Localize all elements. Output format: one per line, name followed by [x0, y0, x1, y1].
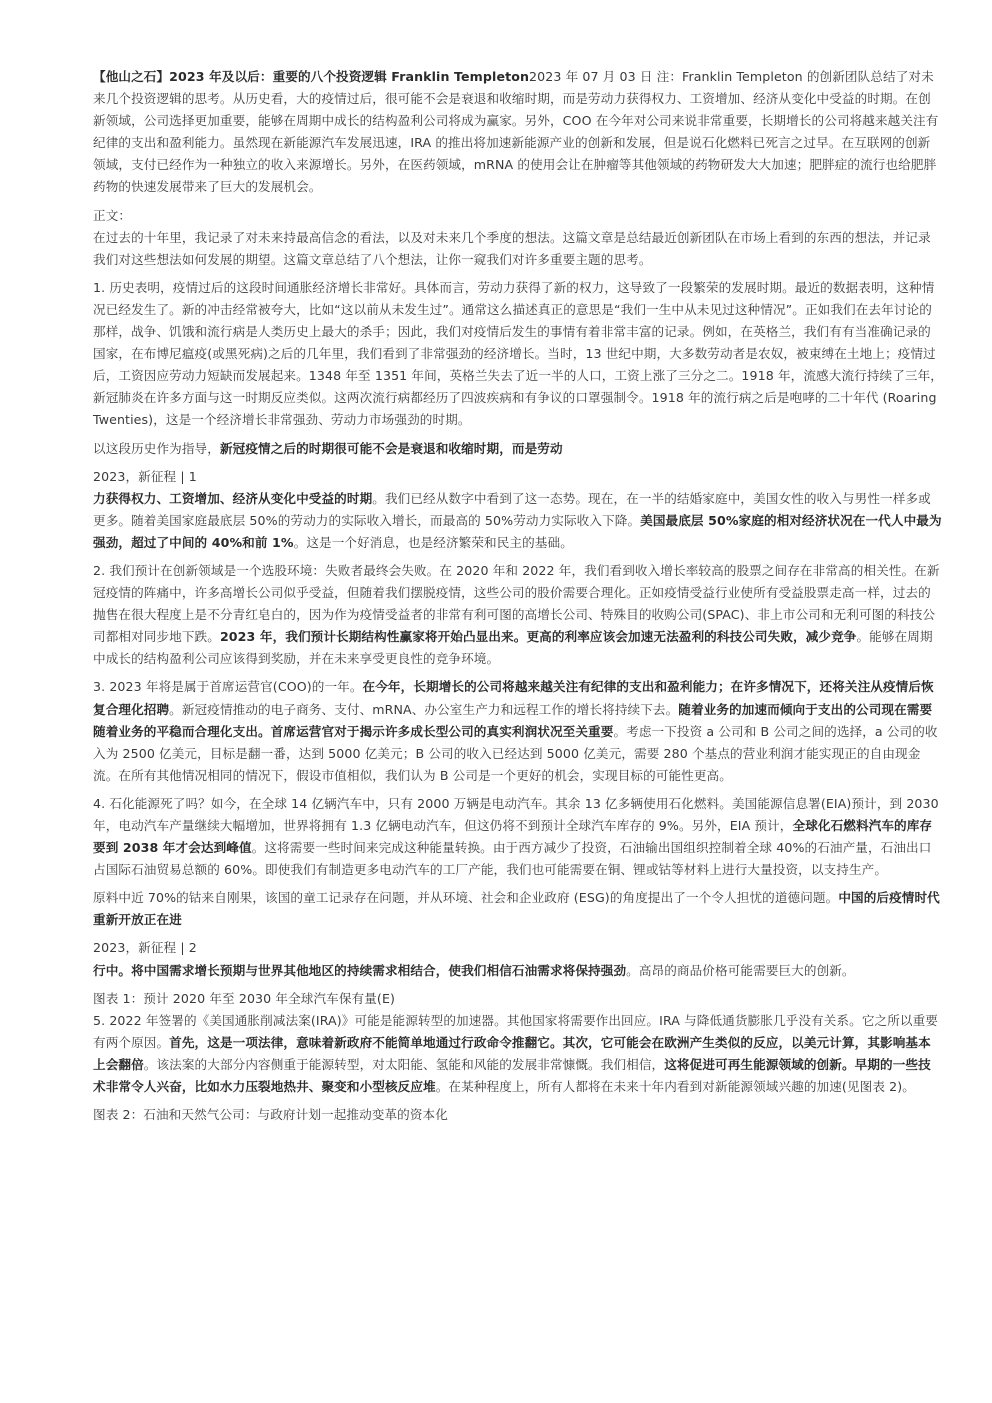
text-run: 。这将需要一些时间来完成这种能量转换。由于西方减少了投资，石油输出国组织控制着全球 40%的石油产量，石油出口占国际石油贸易总额的 60%。即使我们有制造更多电动汽车的工厂产能，我们也可能需要在铜、锂或钴等材料上进行大量投资，以支持生产。: [93, 840, 932, 878]
bold-text-run: 全球化石燃料汽车的库存要到 2038 年才会达到峰值: [93, 818, 933, 856]
text-run: 2023，新征程 | 1: [93, 468, 197, 484]
paragraph: [93, 466, 943, 488]
paragraph: [93, 205, 943, 227]
text-run: 。在某种程度上，所有人都将在未来十年内看到对新能源领域兴趣的加速(见图表 2)。: [435, 1079, 915, 1095]
document-body: [93, 66, 943, 1126]
text-run: 。能够在周期中成长的结构盈利公司应该得到奖励，并在未来享受更良性的竞争环境。: [93, 629, 933, 667]
text-run: 在过去的十年里，我记录了对未来持最高信念的看法，以及对未来几个季度的想法。这篇文章是总结最近创新团队在市场上看到的东西的想法，并记录我们对这些想法如何发展的期望。这篇文章总结了八个想法，让你一窥我们对许多重要主题的思考。: [93, 229, 931, 267]
text-run: 2023，新征程 | 2: [93, 940, 197, 956]
paragraph: [93, 960, 943, 982]
text-run: 。该法案的大部分内容侧重于能源转型，对太阳能、氢能和风能的发展非常慷慨。我们相信，: [143, 1056, 665, 1072]
bold-text-run: 中国的后疫情时代重新开放正在进: [93, 890, 940, 928]
paragraph: [93, 66, 943, 199]
bold-text-run: 新冠疫情之后的时期很可能不会是衰退和收缩时期，而是劳动: [219, 440, 563, 456]
bold-text-run: 这将促进可再生能源领域的创新。早期的一些技术非常令人兴奋，比如水力压裂地热井、聚变和小型核反应堆: [93, 1056, 931, 1095]
text-run: 图表 2：石油和天然气公司：与政府计划一起推动变革的资本化: [93, 1107, 448, 1123]
paragraph: [93, 438, 943, 460]
bold-text-run: 美国最底层 50%家庭的相对经济状况在一代人中最为强劲，超过了中间的 40%和前 1%: [93, 512, 942, 550]
text-run: 。新冠疫情推动的电子商务、支付、mRNA、办公室生产力和远程工作的增长将持续下去。: [169, 701, 679, 717]
paragraph: [93, 988, 943, 1010]
bold-text-run: 行中。将中国需求增长预期与世界其他地区的持续需求相结合，使我们相信石油需求将保持强劲: [93, 962, 627, 978]
text-run: 。高昂的商品价格可能需要巨大的创新。: [626, 962, 855, 978]
paragraph: [93, 676, 943, 786]
paragraph: [93, 227, 943, 271]
text-run: 2023 年 07 月 03 日 注：Franklin Templeton 的创新团队总结了对未来几个投资逻辑的思考。从历史看，大的疫情过后，很可能不会是衰退和收缩时期，而是劳动力获得权力、工资增加、经济从变化中受益的时期。在创新领域，公司选择更加重要，能够在周期中成长的结构盈利公司将成为赢家。另外，COO 在今年对公司来说非常重要，长期增长的公司将越来越关注有纪律的支出和盈利能力。虽然现在新能源汽车发展迅速，IRA 的推出将加速新能源产业的创新和发展，但是说石化燃料已死言之过早。在互联网的创新领域，支付已经作为一种独立的收入来源增长。另外，在医药领域，mRNA 的使用会让在肿瘤等其他领域的药物研发大大加速；肥胖症的流行也给肥胖药物的快速发展带来了巨大的发展机会。: [93, 69, 939, 195]
bold-text-run: 2023 年，我们预计长期结构性赢家将开始凸显出来。更高的利率应该会加速无法盈利的科技公司失败，减少竞争: [219, 629, 857, 645]
paragraph: [93, 1010, 943, 1098]
paragraph: [93, 488, 943, 554]
bold-text-run: 在今年，长期增长的公司将越来越关注有纪律的支出和盈利能力；在许多情况下，还将关注从疫情后恢复合理化招聘: [93, 679, 934, 717]
paragraph: [93, 937, 943, 959]
text-run: 5. 2022 年签署的《美国通胀削减法案(IRA)》可能是能源转型的加速器。其他国家将需要作出回应。IRA 与降低通货膨胀几乎没有关系。它之所以重要有两个原因。: [93, 1012, 938, 1050]
bold-text-run: 【他山之石】2023 年及以后：重要的八个投资逻辑 Franklin Templeton: [93, 69, 530, 84]
text-run: 1. 历史表明，疫情过后的这段时间通胀经济增长非常好。具体而言，劳动力获得了新的权力，这导致了一段繁荣的发展时期。最近的数据表明，这种情况已经发生了。新的冲击经常被夸大，比如“这以前从未发生过”。通常这么描述真正的意思是“我们一生中从未见过这种情况”。正如我们在去年讨论的那样，战争、饥饿和流行病是人类历史上最大的杀手；因此，我们对疫情后发生的事情有着非常丰富的记录。例如，在英格兰，我们有有当准确记录的国家，在布博尼瘟疫(或黑死病)之后的几年里，我们看到了非常强劲的经济增长。当时，13 世纪中期，大多数劳动者是农奴，被束缚在土地上；疫情过后，工资因应劳动力短缺而发展起来。1348 年至 1351 年间，英格兰失去了近一半的人口，工资上涨了三分之二。1918 年，流感大流行持续了三年，新冠肺炎在许多方面与这一时期反应类似。这两次流行病都经历了四波疾病和有争议的口罩强制令。1918 年的流行病之后是咆哮的二十年代 (Roaring Twenties)，这是一个经济增长非常强劲、劳动力市场强劲的时期。: [93, 279, 943, 428]
paragraph: [93, 560, 943, 670]
text-run: 。我们已经从数字中看到了这一态势。现在，在一半的结婚家庭中，美国女性的收入与男性一样多或更多。随着美国家庭最底层 50%的劳动力的实际收入增长，而最高的 50%劳动力实际收入下降。: [93, 490, 931, 528]
paragraph: [93, 793, 943, 881]
paragraph: [93, 277, 943, 432]
text-run: 图表 1：预计 2020 年至 2030 年全球汽车保有量(E): [93, 990, 396, 1006]
bold-text-run: 首先，这是一项法律，意味着新政府不能简单地通过行政命令推翻它。其次，它可能会在欧洲产生类似的反应，以美元计算，其影响基本上会翻倍: [93, 1034, 931, 1072]
text-run: 。考虑一下投资 a 公司和 B 公司之间的选择，a 公司的收入为 2500 亿美元，目标是翻一番，达到 5000 亿美元；B 公司的收入已经达到 5000 亿美元，需要 280 个基点的营业利润才能实现正的自由现金流。在所有其他情况相同的情况下，假设市值相似，我们认为 B 公司是一个更好的机会，实现目标的可能性更高。: [93, 723, 938, 783]
text-run: 4. 石化能源死了吗？如今，在全球 14 亿辆汽车中，只有 2000 万辆是电动汽车。其余 13 亿多辆使用石化燃料。美国能源信息署(EIA)预计，到 2030 年，电动汽车产量继续大幅增加，世界将拥有 1.3 亿辆电动汽车，但这仍将不到预计全球汽车库存的 9%。另外，EIA 预计，: [93, 795, 939, 833]
paragraph: [93, 1104, 943, 1126]
text-run: 2. 我们预计在创新领域是一个选股环境：失败者最终会失败。在 2020 年和 2022 年，我们看到收入增长率较高的股票之间存在非常高的相关性。在新冠疫情的阵痛中，许多高增长公司似乎受益，但随着我们摆脱疫情，这些公司的股价需要合理化。正如疫情受益行业使所有受益股票走高一样，过去的抛售在很大程度上是不分青红皂白的，因为作为疫情受益者的非常有利可图的高增长公司、特殊目的收购公司(SPAC)、非上市公司和无利可图的科技公司都相对同步地下跌。: [93, 562, 940, 645]
bold-text-run: 力获得权力、工资增加、经济从变化中受益的时期: [93, 490, 373, 506]
text-run: 3. 2023 年将是属于首席运营官(COO)的一年。: [93, 679, 363, 695]
text-run: 以这段历史作为指导，: [93, 440, 220, 456]
text-run: 正文：: [93, 207, 132, 223]
paragraph: [93, 887, 943, 931]
text-run: 原料中近 70%的钴来自刚果，该国的童工记录存在问题，并从环境、社会和企业政府 (ESG)的角度提出了一个令人担忧的道德问题。: [93, 890, 839, 906]
text-run: 。这是一个好消息，也是经济繁荣和民主的基础。: [293, 534, 573, 550]
bold-text-run: 随着业务的加速而倾向于支出的公司现在需要随着业务的平稳而合理化支出。首席运营官对于揭示许多成长型公司的真实利润状况至关重要: [93, 701, 933, 739]
